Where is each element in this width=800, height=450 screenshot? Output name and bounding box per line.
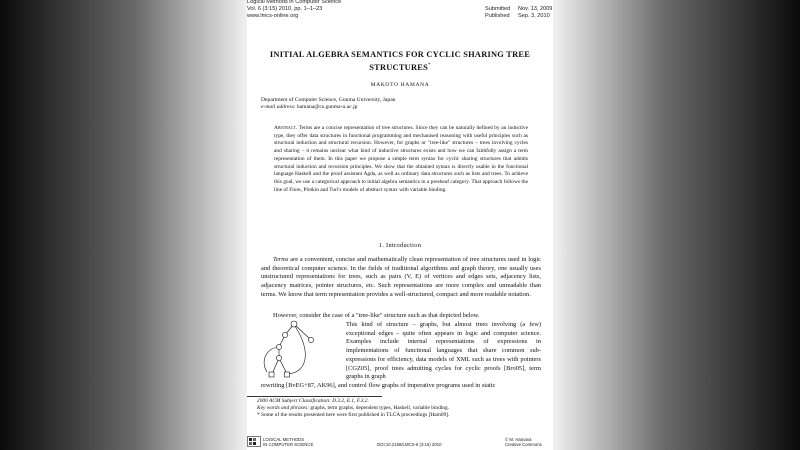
logo-text-line-2: IN COMPUTER SCIENCE <box>263 442 314 447</box>
leaf-node <box>269 372 274 377</box>
edge <box>294 324 311 340</box>
node <box>282 332 287 337</box>
email-address: : hamana@cs.gunma-u.ac.jp <box>293 104 358 110</box>
intro-paragraph-1 <box>261 256 541 300</box>
leaf-node <box>285 372 290 377</box>
node <box>308 337 313 342</box>
back-edge <box>287 326 305 374</box>
volume-info: Vol. 6 (3:15) 2010, pp. 1–1–23 <box>247 6 323 12</box>
node-root <box>291 321 297 327</box>
email-label: e-mail address <box>261 104 294 110</box>
paper-title-line-2: STRUCTURES* <box>369 62 431 72</box>
intro-paragraph-2-lead: However, consider the case of a "tree-like" structure such as that depicted below. <box>273 312 480 319</box>
doi[interactable]: DOI:10.2168/LMCS-6 (3:15) 2010 <box>377 442 442 447</box>
affiliation: Department of Computer Science, Gunma University, Japan <box>261 97 396 103</box>
left-shadow <box>0 0 247 450</box>
keywords: graphs, term graphs, dependent types, Haskell, variable binding. <box>309 405 450 411</box>
published-label: Published <box>485 13 510 19</box>
copyright: © M. Hamana <box>505 437 532 442</box>
keywords-line <box>257 405 449 412</box>
node <box>276 355 281 360</box>
journal-name: Logical Methods in Computer Science <box>247 0 342 5</box>
lmcs-logo-icon <box>247 436 261 447</box>
abstract-text: Terms are a concise representation of tree structures. Since they can be naturally defined by an inductive type, they offer data structures in functional programming and mechanised reasoning with useful principles such as structural induction and structural recursion. However, for graphs or "tree-like" structures – trees involving cycles and sharing – it remains unclear what kind of inductive structures exists and how we can faithfully assign a term representation of them. In this paper we propose a simple term syntax for cyclic sharing structures that admits structural induction and recursion principles. We show that the obtained syntax is directly usable in the functional language Haskell and the proof assistant Agda, as well as ordinary data structures such as lists and trees. To achieve this goal, we use a categorical approach to initial algebra semantics in a presheaf category. That approach follows the line of Fiore, Plotkin and Turi's models of abstract syntax with variable binding. <box>274 125 528 193</box>
license[interactable]: Creative Commons <box>505 442 542 447</box>
abstract-label: Abstract. <box>274 125 298 131</box>
email-line <box>261 104 357 111</box>
section-heading: 1. Introduction <box>378 242 422 249</box>
paragraph-1-text: are a convenient, concise and mathematically clean representation of tree structures used in logic and theoretical computer science. In the fields of traditional algorithms and graph theory, one usually uses unstructured representations for trees, such as pairs (V, E) of vertices and edges sets, adjacency lists, adjacency matrices, pointer structures, etc. Such representations are more complex and unreadable than terms. We know that term representation provides a well-structured, compact and more readable notation. <box>261 256 541 298</box>
node <box>276 344 281 349</box>
author-name: MAKOTO HAMANA <box>370 82 430 88</box>
journal-site[interactable]: www.lmcs-online.org <box>247 13 299 19</box>
intro-paragraph-2-last: rewriting [BvEG+87, AK96], and control flow graphs of imperative programs used in static <box>261 382 496 389</box>
intro-paragraph-2-wrap: This kind of structure – graphs, but almost trees involving (a few) exceptional edges – quite often appears in logic and computer science. Examples include internal representations of expressions in implementations of functional languages that share common sub-expressions for efficiency, data models of XML such as trees with pointers [CGZ05], proof trees admitting cycles for cyclic proofs [Bro05], term graphs in graph <box>346 321 541 381</box>
acm-classification: 2000 ACM Subject Classification: D.3.2, E.1, F.3.2. <box>257 398 369 404</box>
terms-emphasis: Terms <box>273 256 289 263</box>
paper-title-line-1: INITIAL ALGEBRA SEMANTICS FOR CYCLIC SHARING TREE <box>269 50 531 59</box>
title-footnote-mark: * <box>428 63 431 68</box>
keywords-label: Key words and phrases: <box>257 405 310 411</box>
tree-like-graph-figure <box>257 318 343 386</box>
logo-text-line-1: LOGICAL METHODS <box>263 437 305 442</box>
submitted-label: Submitted <box>485 6 511 12</box>
star-footnote: * Some of the results presented here were first published in TLCA proceedings [Ham09]. <box>257 412 450 418</box>
abstract <box>274 125 528 194</box>
footnote-rule <box>247 396 382 397</box>
published-date: Sep. 3, 2010 <box>518 13 550 19</box>
submitted-date: Nov. 13, 2009 <box>518 6 553 12</box>
right-shadow <box>553 0 800 450</box>
paper-page <box>247 0 553 450</box>
